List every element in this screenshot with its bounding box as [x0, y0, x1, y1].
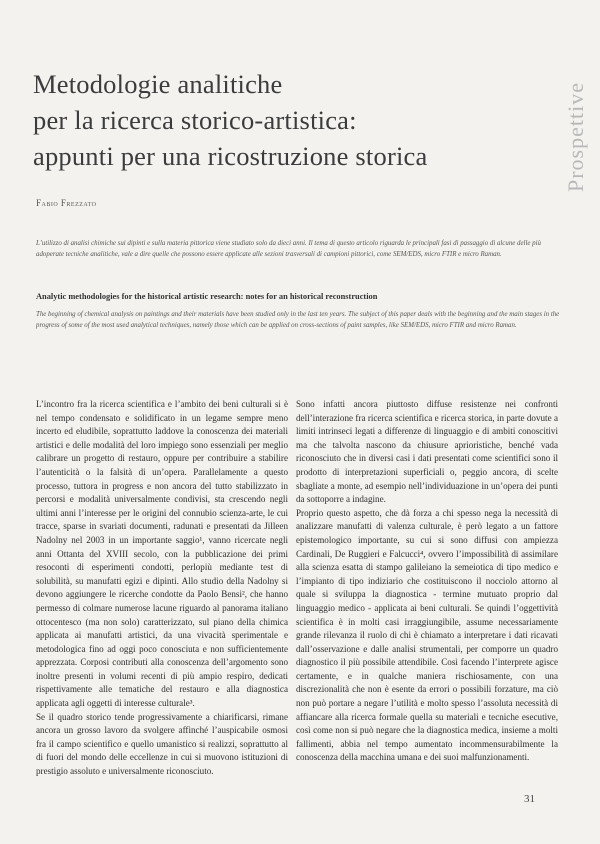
- body-paragraph: Sono infatti ancora piuttosto diffuse resistenze nei confronti dell’interazione fra ricerca scientifica e ricerca storica, in parte dovute a limiti intrinseci legati a differenze di linguaggio e di ambiti conoscitivi ma che talvolta nascono da chiusure aprioristiche, benché vada riconosciuto che in diversi casi i dati presentati come scientifici sono il prodotto di interpretazioni superficiali o, peggio ancora, di scelte sbagliate a monte, ad esempio nell’individuazione in un’opera dei punti da sottoporre a indagine.: [296, 399, 558, 505]
- body-paragraph: Se il quadro storico tende progressivamente a chiarificarsi, rimane ancora un grosso lavoro da svolgere affinché l’auspicabile osmosi fra il campo scientifico e quello umanistico si realizzi, soprattutto al di fuori del mondo delle eccellenze in cui si muovono istituzioni di prestigio assoluto e universalmente riconosciuto.: [36, 711, 288, 777]
- author-name: Fabio Frezzato: [36, 198, 97, 208]
- title-line: Metodologie analitiche: [33, 69, 283, 99]
- abstract-english: The beginning of chemical analysis on paintings and their materials have been studied only in the last ten years. The subject of this paper deals with the beginning and the main stages in the progress of some of the most used analytical techniques, namely those which can be applied on cross-sections of paint samples, like SEM/EDS, micro FTIR and micro Raman.: [36, 311, 560, 329]
- body-column-right: [296, 398, 558, 765]
- page-title: [33, 66, 533, 174]
- title-line: appunti per una ricostruzione storica: [33, 141, 428, 171]
- title-line: per la ricerca storico-artistica:: [33, 105, 357, 135]
- body-paragraph: Proprio questo aspetto, che dà forza a chi spesso nega la necessità di analizzare manufatti di valenza culturale, è però legato a un fattore epistemologico importante, su cui si sono diffusi con ampiezza Cardinali, De Ruggieri e Falcucci⁴, ovvero l’impossibilità di assimilare alla scienza esatta di stampo galileiano la semeiotica di tipo medico e l’impianto di tipo indiziario che costituiscono il nocciolo attorno al quale si sviluppa la diagnostica - termine mutuato proprio dal linguaggio medico - applicata ai beni culturali. Se quindi l’oggettività scientifica è in molti casi irraggiungibile, assume necessariamente grande rilevanza il ruolo di chi è chiamato a interpretare i dati ricavati dall’osservazione e dalle analisi strumentali, per comporre un quadro diagnostico il più possibile attendibile. Così facendo l’interprete agisce certamente, e in qualche maniera rischiosamente, con una discrezionalità che non è esente da errori o possibili forzature, ma ciò non può portare a negare l’utilità e molto spesso l’assoluta necessità di affiancare alla ricerca formale quella su materiali e tecniche esecutive, così come non si può negare che la diagnostica medica, insieme a molti fallimenti, abbia nel tempo aumentato incommensurabilmente la conoscenza della macchina umana e dei suoi malfunzionamenti.: [296, 507, 558, 763]
- body-paragraph: L’incontro fra la ricerca scientifica e l’ambito dei beni culturali si è nel tempo condensato e solidificato in un legame sempre meno incerto ed eludibile, soprattutto laddove la conoscenza dei materiali artistici e delle modalità del loro impiego sono essenziali per meglio calibrare un progetto di restauro, oppure per contribuire a stabilire l’autenticità o la falsità di un’opera. Parallelamente a questo processo, tuttora in progress e non ancora del tutto stabilizzato in percorsi e modalità universalmente condivisi, sta crescendo negli ultimi anni l’interesse per le origini del connubio scienza-arte, le cui tracce, sparse in svariati documenti, radunati e presentati da Jilleen Nadolny nel 2003 in un importante saggio¹, vanno ricercate negli anni Ottanta del XVIII secolo, con la pubblicazione dei primi resoconti di esperimenti condotti, perlopiù mediante test di solubilità, su manufatti egizi e dipinti. Allo studio della Nadolny si devono aggiungere le ricerche condotte da Paolo Bensi², che hanno permesso di colmare numerose lacune riguardo al panorama italiano ottocentesco (ma non solo) caratterizzato, sul piano della chimica applicata ai manufatti artistici, da una vivacità sperimentale e metodologica fino ad oggi poco conosciuta e non sufficientemente apprezzata. Corposi contributi alla conoscenza dell’argomento sono inoltre presenti in volumi recenti di più ampio respiro, dedicati rispettivamente alle tematiche del restauro e alla diagnostica applicata agli oggetti di interesse culturale³.: [36, 399, 288, 709]
- abstract-english-title: Analytic methodologies for the historical artistic research: notes for an historical reconstruction: [36, 292, 378, 301]
- section-label: Prospettive: [563, 82, 588, 192]
- body-column-left: [36, 398, 288, 779]
- page-number: 31: [524, 793, 535, 805]
- abstract-italian: L’utilizzo di analisi chimiche sui dipinti e sulla materia pittorica viene studiato solo da dieci anni. Il tema di questo articolo riguarda le principali fasi di passaggio di alcune delle più adoperate tecniche analitiche, vale a dire quelle che possono essere applicate alle sezioni trasversali di campioni pittorici, come SEM/EDS, micro FTIR e micro Raman.: [36, 240, 541, 258]
